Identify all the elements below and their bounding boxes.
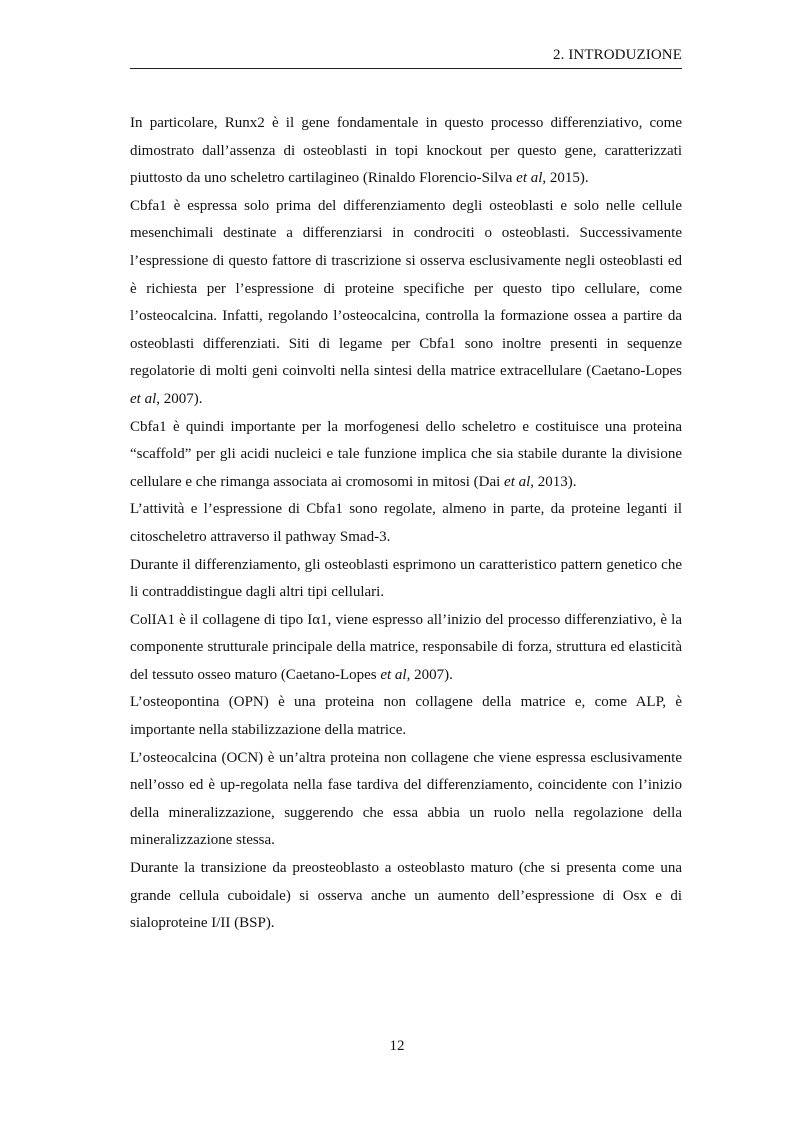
running-header <box>130 44 682 69</box>
citation-italic: et al <box>504 473 531 490</box>
paragraph-text-end: , 2013). <box>530 473 577 490</box>
paragraph-text: Durante la transizione da preosteoblasto a osteoblasto maturo (che si presenta come una grande cellula cuboidale) si osserva anche un aumento dell’espressione di Osx e di sialoproteine I/II (BSP). <box>130 860 682 932</box>
paragraph-cbfa1-morphogenesis <box>130 414 682 497</box>
paragraph-text: L’osteocalcina (OCN) è un’altra proteina non collagene che viene espressa esclusivamente nell’osso ed è up-regolata nella fase tardiva del differenziamento, coincidente con l’inizio della mineralizzazione, suggerendo che essa abbia un ruolo nella regolazione della mineralizzazione stessa. <box>130 749 682 849</box>
chapter-title: 2. INTRODUZIONE <box>553 47 682 63</box>
paragraph-text-end: , 2007). <box>406 666 453 683</box>
citation-italic: et al <box>130 390 157 407</box>
paragraph-runx2 <box>130 110 682 193</box>
paragraph-differentiation <box>130 552 682 607</box>
body-text <box>130 110 682 938</box>
paragraph-text: In particolare, Runx2 è il gene fondamentale in questo processo differenziativo, come dimostrato dall’assenza di osteoblasti in topi knockout per questo gene, caratterizzati piuttosto da uno scheletro cartilagineo (Rinaldo Florencio-Silva <box>130 115 682 187</box>
paragraph-colia1 <box>130 607 682 690</box>
paragraph-text: Cbfa1 è espressa solo prima del differenziamento degli osteoblasti e solo nelle cellule mesenchimali destinate a differenziarsi in condrociti o osteoblasti. Successivamente l’espressione di questo fattore di trascrizione si osserva esclusivamente negli osteoblasti ed è richiesta per l’espressione di proteine specifiche per questo tipo cellulare, come l’osteocalcina. Infatti, regolando l’osteocalcina, controlla la formazione ossea a partire da osteoblasti differenziati. Siti di legame per Cbfa1 sono inoltre presenti in sequenze regolatorie di molti geni coinvolti nella sintesi della matrice extracellulare (Caetano-Lopes <box>130 197 682 380</box>
citation-italic: et al <box>380 666 407 683</box>
paragraph-cbfa1-expression <box>130 193 682 414</box>
paragraph-osteopontin <box>130 689 682 744</box>
paragraph-text-end: , 2007). <box>156 390 203 407</box>
paragraph-transition <box>130 855 682 938</box>
paragraph-text: L’attività e l’espressione di Cbfa1 sono regolate, almeno in parte, da proteine leganti il citoscheletro attraverso il pathway Smad-3. <box>130 501 682 545</box>
paragraph-text: Cbfa1 è quindi importante per la morfogenesi dello scheletro e costituisce una proteina “scaffold” per gli acidi nucleici e tale funzione implica che sia stabile durante la divisione cellulare e che rimanga associata ai cromosomi in mitosi (Dai <box>130 418 682 490</box>
paragraph-text: ColIA1 è il collagene di tipo Iα1, viene espresso all’inizio del processo differenziativo, è la componente strutturale principale della matrice, responsabile di forza, struttura ed elasticità del tessuto osseo maturo (Caetano-Lopes <box>130 611 682 683</box>
paragraph-text: Durante il differenziamento, gli osteoblasti esprimono un caratteristico pattern genetico che li contraddistingue dagli altri tipi cellulari. <box>130 556 682 601</box>
paragraph-text: L’osteopontina (OPN) è una proteina non collagene della matrice e, come ALP, è importante nella stabilizzazione della matrice. <box>130 694 682 739</box>
citation-italic: et al <box>516 170 543 187</box>
paragraph-text-end: , 2015). <box>542 170 589 187</box>
paragraph-osteocalcin <box>130 745 682 855</box>
page-number: 12 <box>389 1038 405 1054</box>
paragraph-cbfa1-regulation <box>130 496 682 551</box>
